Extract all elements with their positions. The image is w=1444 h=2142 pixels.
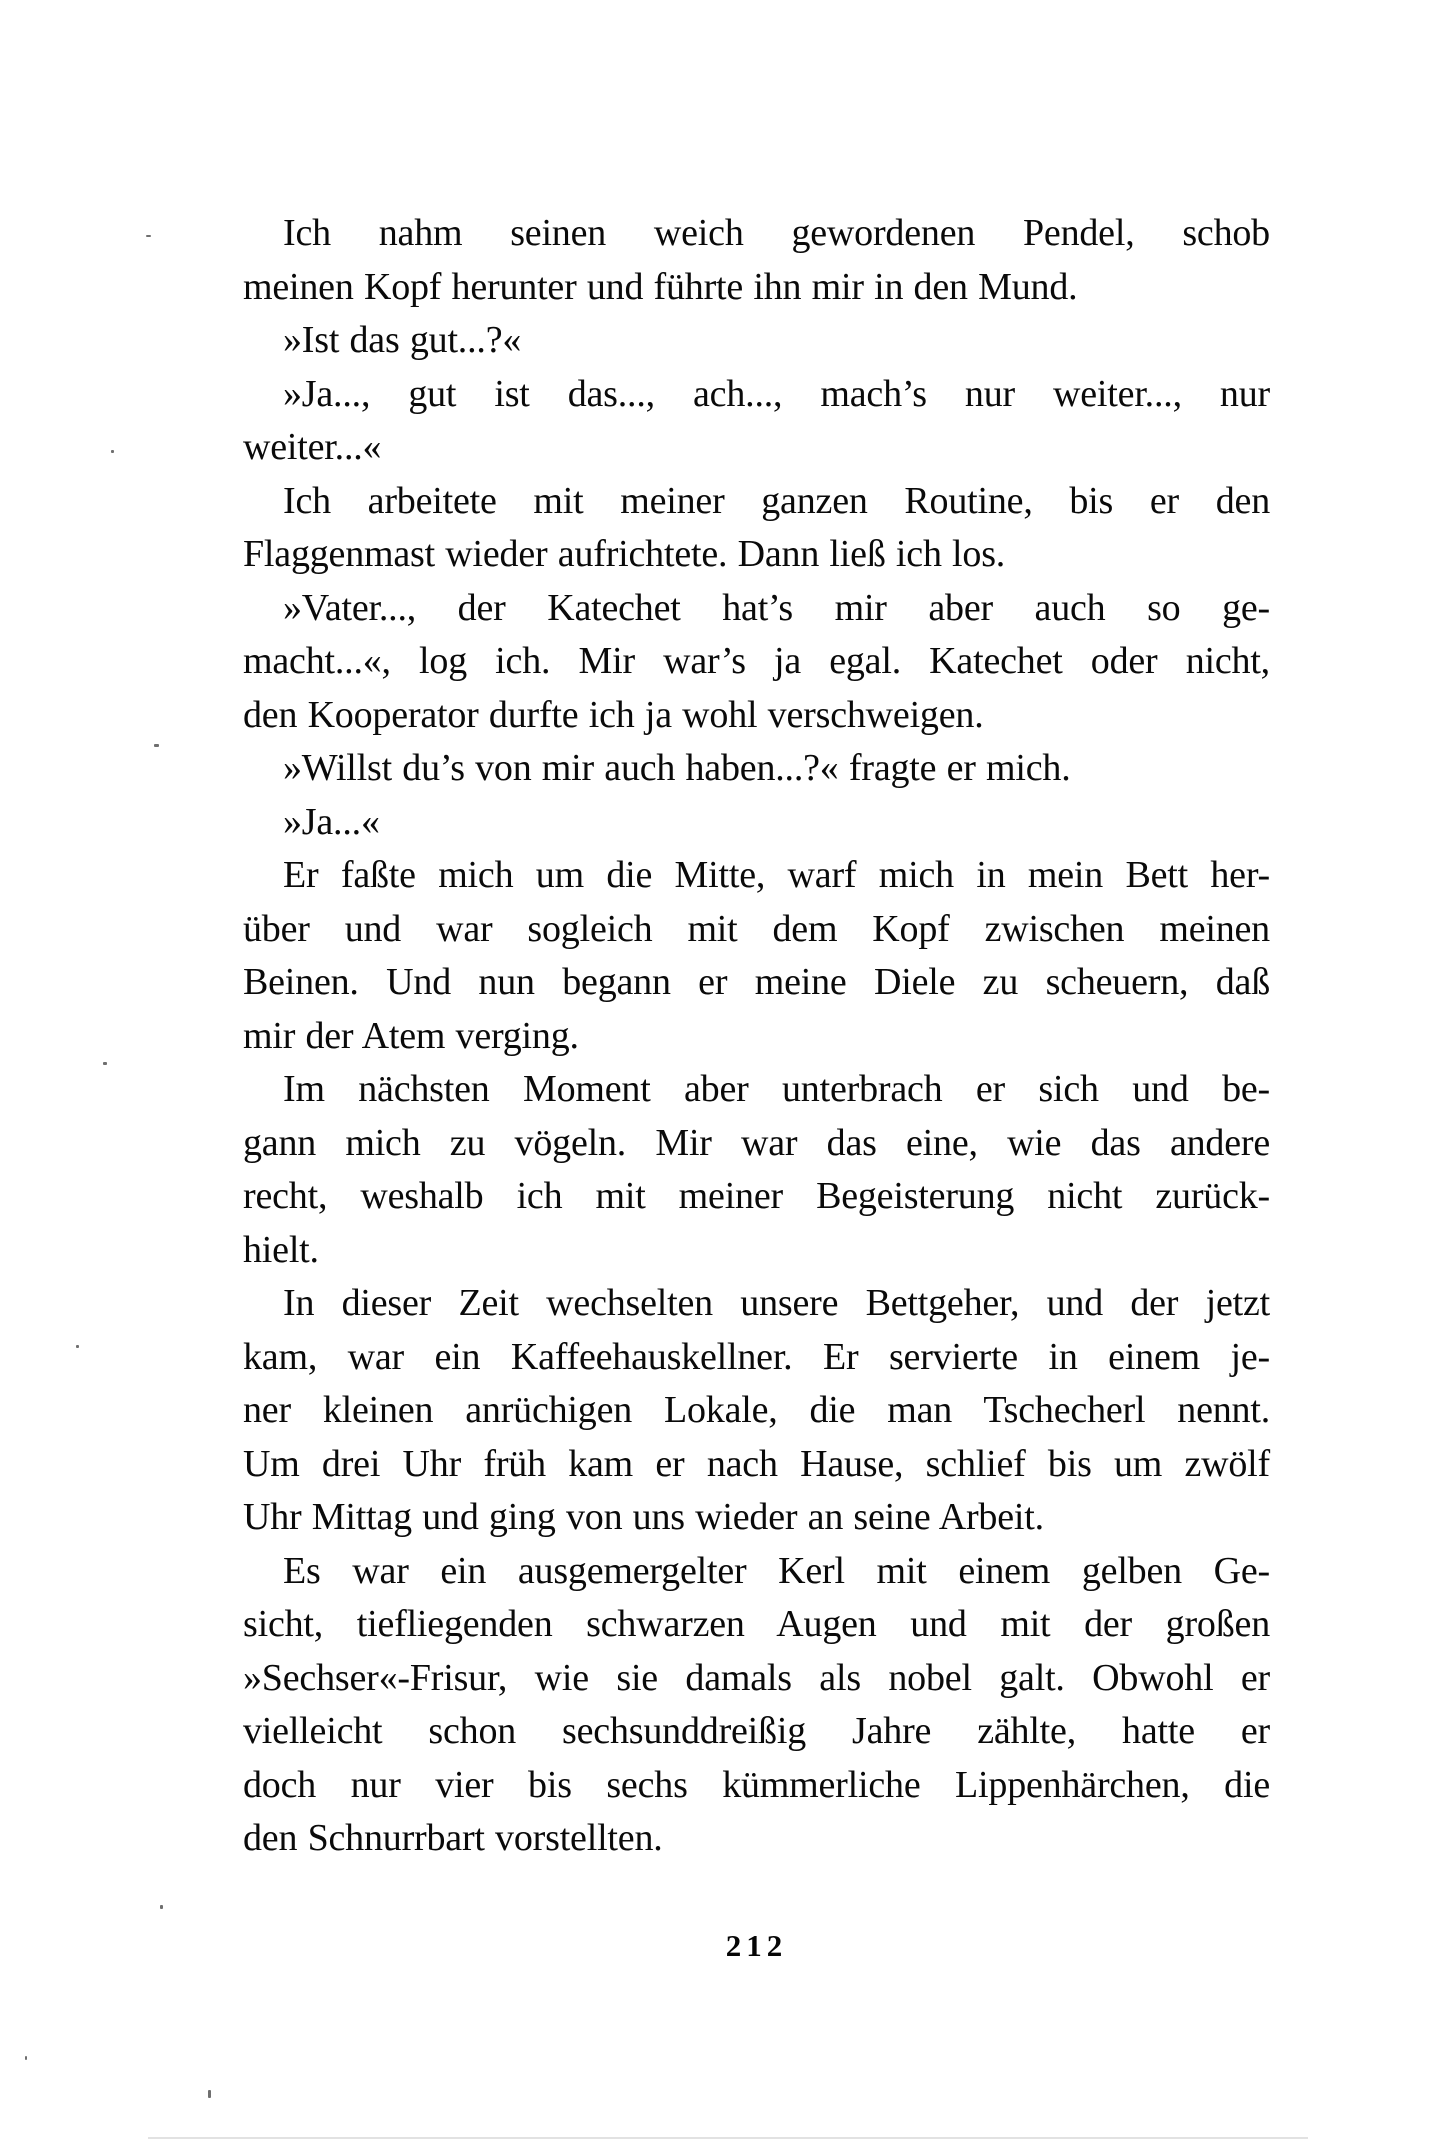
text-line: »Ist das gut...?« [283, 319, 522, 361]
text-line: Beinen. Und nun begann er meine Diele zu scheuern, daß [243, 961, 1270, 1003]
page-text [243, 207, 1270, 1866]
text-line: Uhr Mittag und ging von uns wieder an seine Arbeit. [243, 1496, 1044, 1538]
scan-speck [146, 235, 151, 237]
text-line: recht, weshalb ich mit meiner Begeisterung nicht zurück- [243, 1175, 1270, 1217]
text-line: den Schnurrbart vorstellten. [243, 1817, 663, 1859]
text-line: doch nur vier bis sechs kümmerliche Lippenhärchen, die [243, 1763, 1270, 1806]
page-number: 212 [725, 1928, 788, 1963]
text-line: sicht, tiefliegenden schwarzen Augen und mit der großen [243, 1603, 1270, 1645]
text-line: Um drei Uhr früh kam er nach Hause, schlief bis um zwölf [243, 1442, 1270, 1485]
text-line: gann mich zu vögeln. Mir war das eine, wie das andere [243, 1121, 1270, 1164]
scan-speck [76, 1345, 79, 1348]
text-line: Ich arbeitete mit meiner ganzen Routine, bis er den [283, 479, 1270, 522]
text-line: vielleicht schon sechsunddreißig Jahre zählte, hatte er [243, 1710, 1270, 1752]
text-line: Er faßte mich um die Mitte, warf mich in mein Bett her- [283, 854, 1270, 896]
text-line: meinen Kopf herunter und führte ihn mir in den Mund. [243, 265, 1078, 308]
text-line: »Sechser«-Frisur, wie sie damals als nobel galt. Obwohl er [243, 1656, 1270, 1699]
text-line: Es war ein ausgemergelter Kerl mit einem gelben Ge- [283, 1549, 1270, 1592]
text-line: Ich nahm seinen weich gewordenen Pendel, schob [283, 212, 1270, 254]
text-line: über und war sogleich mit dem Kopf zwischen meinen [243, 907, 1270, 950]
text-line: ner kleinen anrüchigen Lokale, die man Tschecherl nennt. [243, 1389, 1270, 1431]
scan-speck [111, 450, 114, 453]
scan-speck [25, 2056, 27, 2060]
text-line: »Vater..., der Katechet hat’s mir aber auch so ge- [283, 586, 1270, 629]
text-line: »Ja...« [283, 800, 380, 843]
text-line: mir der Atem verging. [243, 1014, 579, 1057]
text-line: Im nächsten Moment aber unterbrach er sich und be- [283, 1068, 1270, 1110]
text-line: kam, war ein Kaffeehauskellner. Er servierte in einem je- [243, 1335, 1270, 1378]
scan-speck [208, 2090, 211, 2098]
text-line: In dieser Zeit wechselten unsere Bettgeher, und der jetzt [283, 1282, 1270, 1324]
text-line: hielt. [243, 1228, 319, 1271]
text-line: macht...«, log ich. Mir war’s ja egal. Katechet oder nicht, [243, 640, 1270, 682]
scan-speck [160, 1905, 163, 1909]
scan-speck [154, 744, 159, 747]
text-line: weiter...« [243, 426, 382, 468]
text-line: Flaggenmast wieder aufrichtete. Dann ließ ich los. [243, 533, 1006, 575]
scan-edge-line [148, 2137, 1308, 2139]
text-line: den Kooperator durfte ich ja wohl verschweigen. [243, 693, 984, 736]
text-line: »Ja..., gut ist das..., ach..., mach’s nur weiter..., nur [283, 372, 1270, 415]
text-line: »Willst du’s von mir auch haben...?« fragte er mich. [283, 747, 1071, 789]
scan-speck [103, 1062, 107, 1065]
